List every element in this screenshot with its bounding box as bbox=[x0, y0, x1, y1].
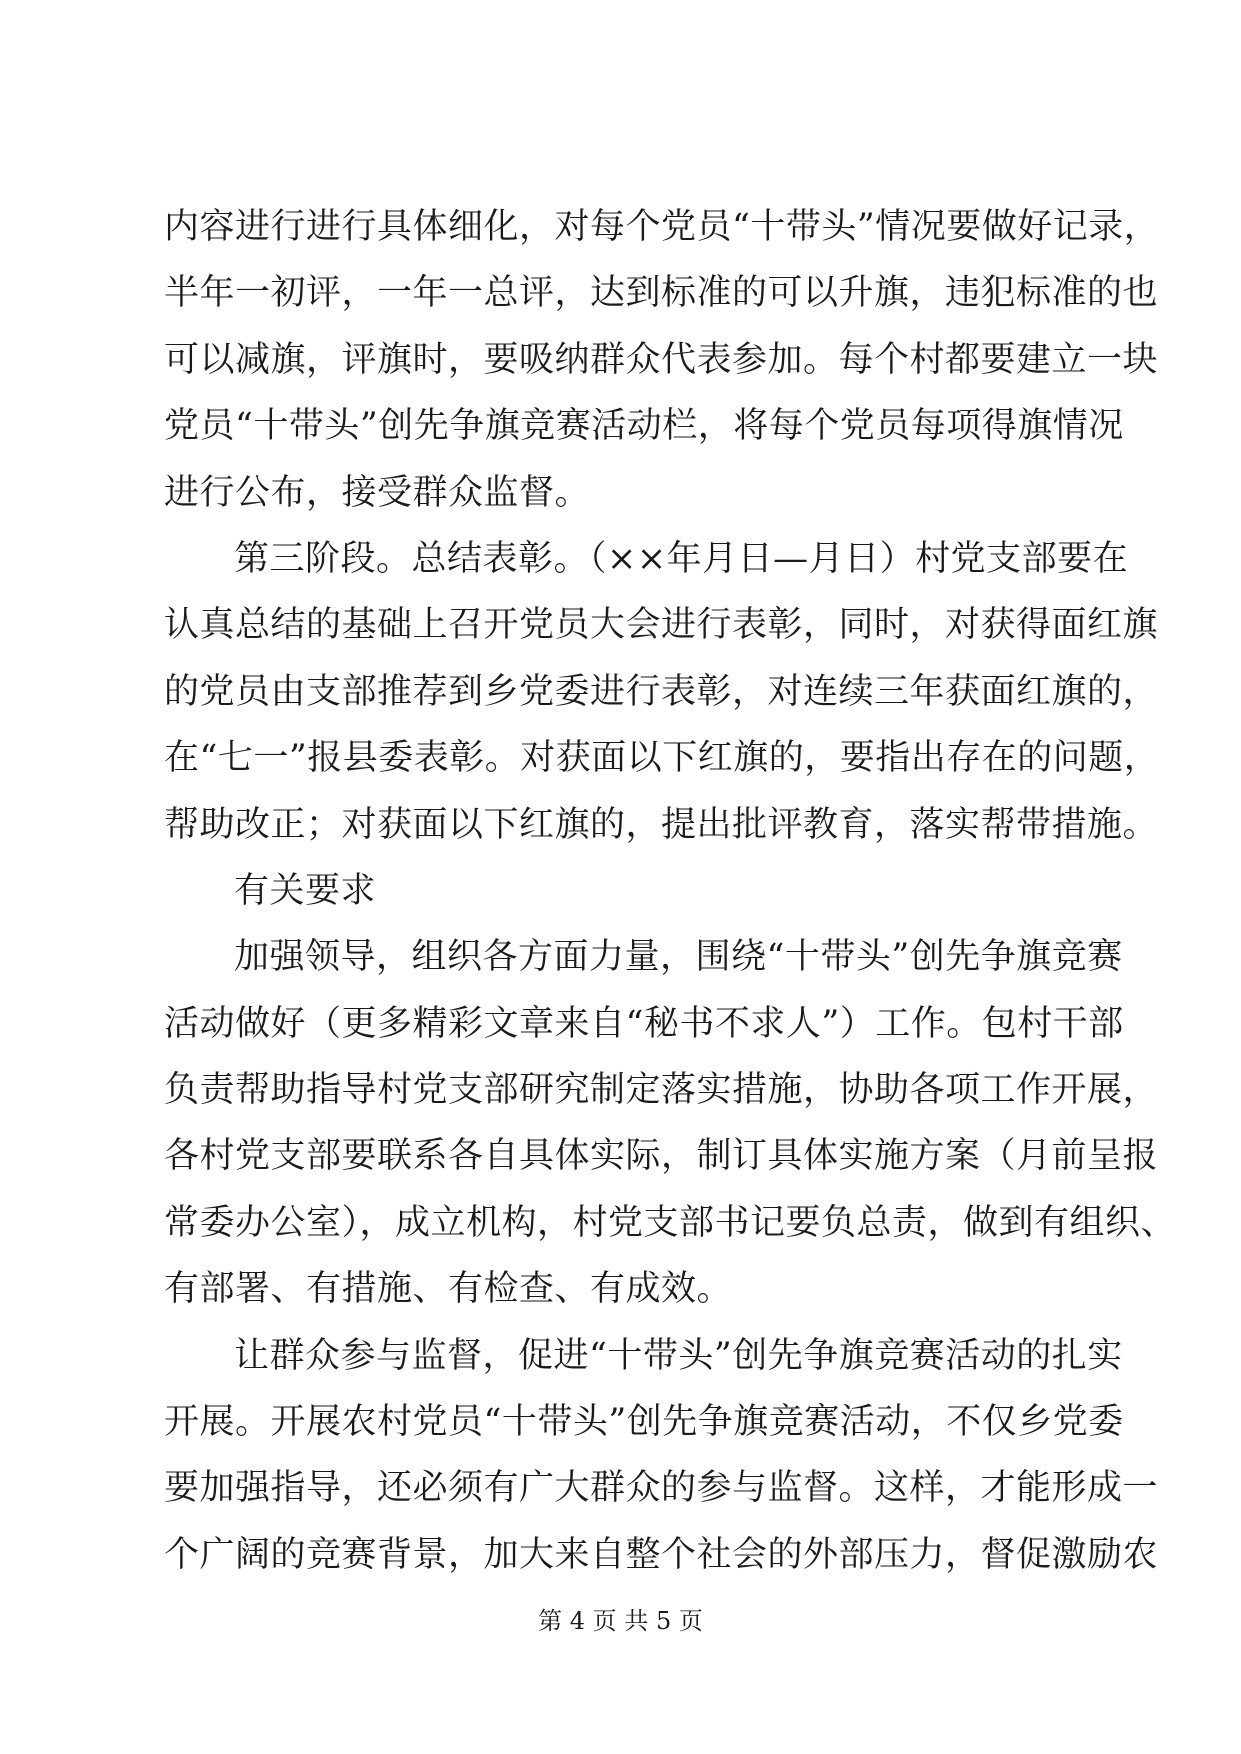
text-line: 半年一初评，一年一总评，达到标准的可以升旗，违犯标准的也 bbox=[164, 273, 1159, 314]
text-line: 在“七一”报县委表彰。对获面以下红旗的，要指出存在的问题， bbox=[164, 738, 1160, 779]
text-line: 负责帮助指导村党支部研究制定落实措施，协助各项工作开展， bbox=[164, 1070, 1159, 1111]
text-line: 有部署、有措施、有检查、有成效。 bbox=[164, 1269, 733, 1310]
page-footer: 第 4 页 共 5 页 bbox=[538, 1607, 703, 1635]
text-line: 要加强指导，还必须有广大群众的参与监督。这样，才能形成一 bbox=[164, 1468, 1159, 1509]
document-body bbox=[164, 205, 1177, 1599]
text-line: 各村党支部要联系各自具体实际，制订具体实施方案（月前呈报 bbox=[164, 1136, 1159, 1177]
text-line: 党员“十带头”创先争旗竞赛活动栏，将每个党员每项得旗情况 bbox=[164, 406, 1124, 447]
text-line: 个广阔的竞赛背景，加大来自整个社会的外部压力，督促激励农 bbox=[164, 1534, 1159, 1575]
text-line: 第三阶段。总结表彰。（××年月日—月日）村党支部要在 bbox=[234, 538, 1129, 579]
text-line: 进行公布，接受群众监督。 bbox=[164, 472, 591, 513]
text-line: 帮助改正；对获面以下红旗的，提出批评教育，落实帮带措施。 bbox=[164, 804, 1159, 845]
text-line: 可以减旗，评旗时，要吸纳群众代表参加。每个村都要建立一块 bbox=[164, 339, 1159, 380]
text-line: 有关要求 bbox=[234, 870, 377, 911]
text-line: 让群众参与监督，促进“十带头”创先争旗竞赛活动的扎实 bbox=[234, 1335, 1123, 1376]
text-line: 的党员由支部推荐到乡党委进行表彰，对连续三年获面红旗的， bbox=[164, 671, 1159, 712]
text-line: 活动做好（更多精彩文章来自“秘书不求人”）工作。包村干部 bbox=[164, 1003, 1124, 1044]
text-line: 常委办公室），成立机构，村党支部书记要负总责，做到有组织、 bbox=[164, 1202, 1177, 1243]
text-line: 加强领导，组织各方面力量，围绕“十带头”创先争旗竞赛 bbox=[234, 937, 1123, 978]
text-line: 认真总结的基础上召开党员大会进行表彰，同时，对获得面红旗 bbox=[164, 605, 1159, 646]
text-line: 内容进行进行具体细化，对每个党员“十带头”情况要做好记录， bbox=[164, 207, 1160, 247]
text-line: 开展。开展农村党员“十带头”创先争旗竞赛活动，不仅乡党委 bbox=[164, 1402, 1124, 1443]
